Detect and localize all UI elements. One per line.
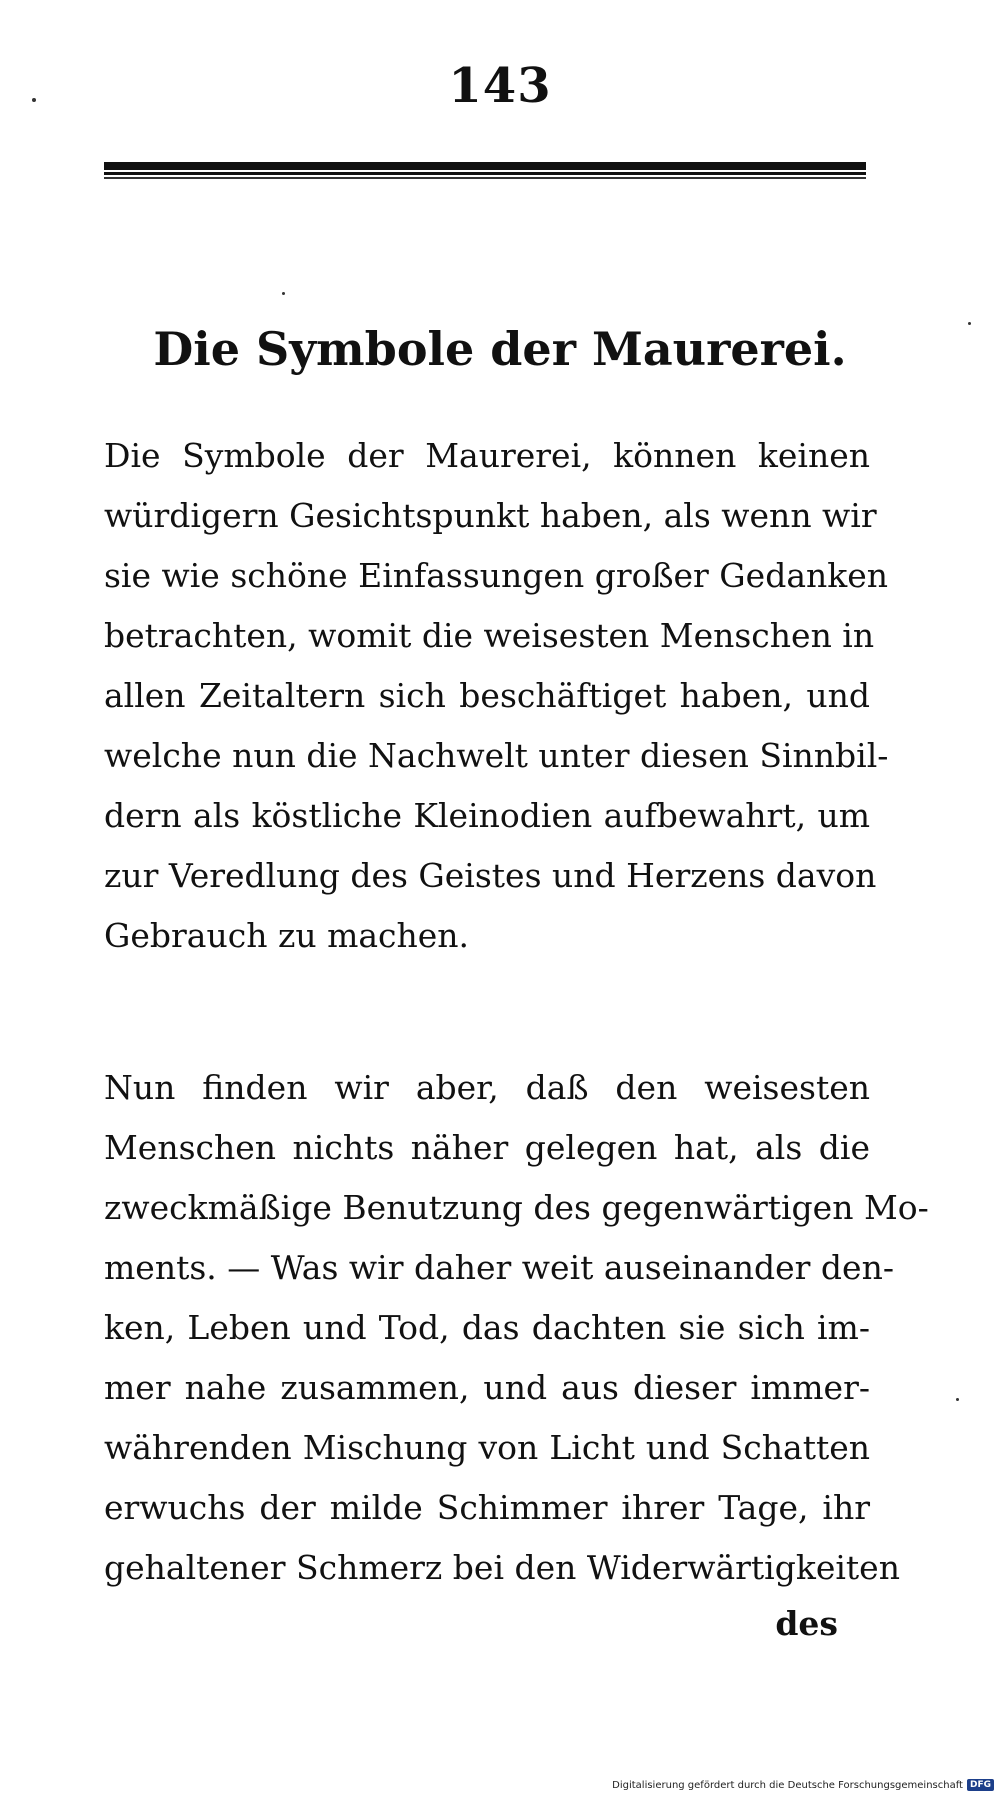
text-line: mer nahe zusammen, und aus dieser immer- (104, 1368, 870, 1407)
chapter-title: Die Symbole der Maurerei. (153, 322, 847, 376)
digitization-footer (612, 1779, 994, 1791)
paragraph-2 (104, 1058, 929, 1598)
text-line: Menschen nichts näher gelegen hat, als die (104, 1128, 870, 1167)
catchword: des (775, 1604, 838, 1643)
text-line: dern als köstliche Kleinodien aufbewahrt, um (104, 796, 870, 835)
text-line: ken, Leben und Tod, das dachten sie sich im- (104, 1308, 870, 1347)
paper-speck (32, 98, 36, 102)
text-line: währenden Mischung von Licht und Schatten (104, 1428, 870, 1467)
text-line: zweckmäßige Benutzung des gegenwärtigen Mo- (104, 1188, 929, 1227)
paper-speck (968, 322, 971, 325)
paper-speck (956, 1398, 959, 1401)
page-number: 143 (448, 58, 552, 114)
text-line: gehaltener Schmerz bei den Widerwärtigkeiten (104, 1548, 900, 1587)
text-line: Nun finden wir aber, daß den weisesten (104, 1068, 870, 1107)
dfg-logo-icon: DFG (967, 1779, 994, 1791)
footer-text: Digitalisierung gefördert durch die Deutsche Forschungsgemeinschaft (612, 1779, 963, 1791)
header-rule (104, 160, 866, 184)
text-line: erwuchs der milde Schimmer ihrer Tage, ihr (104, 1488, 870, 1527)
text-line: welche nun die Nachwelt unter diesen Sinnbil- (104, 736, 889, 775)
paper-speck (282, 292, 285, 295)
text-line: ments. — Was wir daher weit auseinander den- (104, 1248, 894, 1287)
text-line: betrachten, womit die weisesten Menschen in (104, 616, 875, 655)
text-line: sie wie schöne Einfassungen großer Gedanken (104, 556, 889, 595)
text-line: würdigern Gesichtspunkt haben, als wenn wir (104, 496, 877, 535)
paragraph-1 (104, 426, 889, 966)
text-line: allen Zeitaltern sich beschäftiget haben, und (104, 676, 870, 715)
text-line: Die Symbole der Maurerei, können keinen (104, 436, 870, 475)
text-line: Gebrauch zu machen. (104, 916, 470, 955)
text-line: zur Veredlung des Geistes und Herzens davon (104, 856, 877, 895)
